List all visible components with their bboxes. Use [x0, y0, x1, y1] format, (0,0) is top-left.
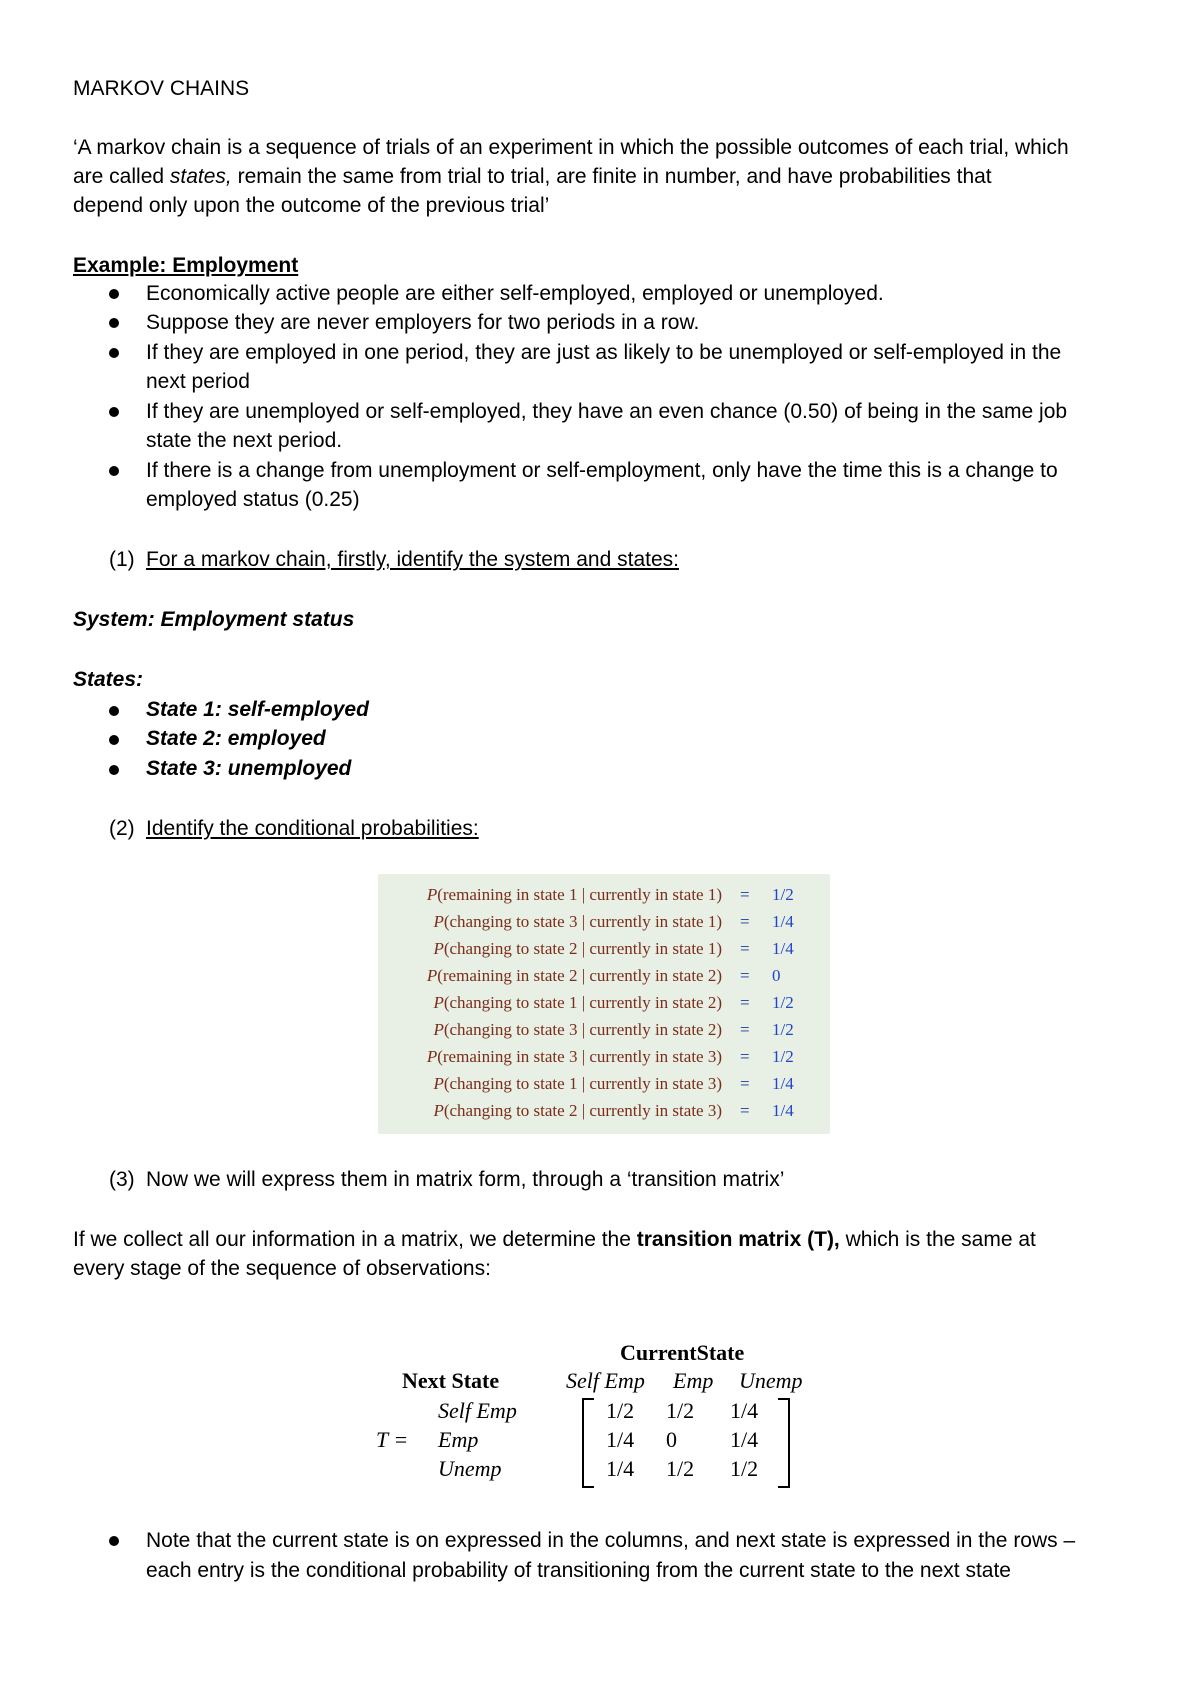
- probability-value: 1/4: [772, 912, 794, 931]
- probability-symbol: P: [433, 1020, 444, 1039]
- transition-matrix-term: transition matrix (T),: [636, 1228, 840, 1251]
- bullet-icon: [109, 466, 119, 476]
- probability-condition: (changing to state 1 | currently in state 2): [443, 993, 722, 1012]
- matrix-cell: 0: [666, 1427, 677, 1452]
- probability-expression: [427, 882, 722, 908]
- matrix-cell: 1/2: [606, 1398, 635, 1423]
- probability-expression: [433, 1071, 722, 1097]
- probability-condition: (changing to state 1 | currently in state 3): [443, 1074, 722, 1093]
- definition-line-2: [73, 164, 992, 190]
- probability-value: 0: [772, 966, 781, 985]
- matrix-cell: 1/4: [606, 1427, 635, 1452]
- matrix-right-bracket: [778, 1398, 790, 1488]
- probability-row: [378, 990, 830, 1016]
- probability-row: [378, 882, 830, 908]
- example-bullet-continued: employed status (0.25): [146, 488, 360, 511]
- probability-row: [378, 936, 830, 962]
- example-bullet-continued: state the next period.: [146, 429, 343, 452]
- step-1-heading: For a markov chain, firstly, identify the system and states:: [146, 548, 679, 571]
- probability-value: 1/2: [772, 885, 794, 904]
- bullet-icon: [109, 289, 119, 299]
- probability-row: [378, 1071, 830, 1097]
- column-header: Self Emp: [566, 1368, 645, 1393]
- equals-sign: =: [740, 1020, 750, 1039]
- probability-value: 1/4: [772, 1101, 794, 1120]
- bullet-icon: [109, 318, 119, 328]
- definition-text: remain the same from trial to trial, are finite in number, and have probabilities that: [231, 165, 992, 188]
- probability-condition: (changing to state 3 | currently in state 2): [443, 1020, 722, 1039]
- probability-expression: [433, 990, 722, 1016]
- state-item: State 2: employed: [146, 727, 326, 750]
- probability-expression: [433, 1098, 722, 1124]
- probability-expression: [433, 909, 722, 935]
- probability-value: 1/2: [772, 1020, 794, 1039]
- example-bullet: If there is a change from unemployment or self-employment, only have the time this is a change to: [146, 459, 1058, 482]
- current-state-label: CurrentState: [620, 1340, 745, 1365]
- bullet-icon: [109, 348, 119, 358]
- probability-value: 1/4: [772, 1074, 794, 1093]
- step-2-heading: Identify the conditional probabilities:: [146, 817, 479, 840]
- collect-line-2: every stage of the sequence of observations:: [73, 1257, 491, 1280]
- bullet-icon: [109, 706, 119, 716]
- row-header: Emp: [438, 1427, 479, 1452]
- t-equals-label: T =: [376, 1427, 409, 1452]
- probability-expression: [427, 1044, 722, 1070]
- equals-sign: =: [740, 939, 750, 958]
- column-header: Emp: [673, 1368, 714, 1393]
- probability-condition: (remaining in state 2 | currently in state 2): [437, 966, 722, 985]
- probability-symbol: P: [433, 1101, 444, 1120]
- page-title: MARKOV CHAINS: [73, 77, 250, 100]
- bullet-icon: [109, 765, 119, 775]
- matrix-cell: 1/2: [666, 1456, 695, 1481]
- probability-symbol: P: [433, 1074, 444, 1093]
- transition-matrix-figure: [370, 1338, 850, 1498]
- definition-emphasis: states,: [169, 165, 232, 188]
- example-bullet-continued: next period: [146, 370, 250, 393]
- step-3-heading: Now we will express them in matrix form, through a ‘transition matrix’: [146, 1168, 785, 1191]
- probability-symbol: P: [433, 993, 444, 1012]
- probability-row: [378, 1017, 830, 1043]
- collect-line-1: [73, 1227, 1036, 1253]
- probability-symbol: P: [426, 966, 438, 985]
- probability-expression: [433, 936, 722, 962]
- equals-sign: =: [740, 1101, 750, 1120]
- equals-sign: =: [740, 993, 750, 1012]
- example-bullet: Suppose they are never employers for two periods in a row.: [146, 311, 700, 334]
- column-header: Unemp: [739, 1368, 803, 1393]
- probability-symbol: P: [426, 885, 438, 904]
- probability-expression: [427, 963, 722, 989]
- definition-line-1: ‘A markov chain is a sequence of trials of an experiment in which the possible outcomes of each trial, which: [73, 136, 1069, 159]
- example-bullet: Economically active people are either self-employed, employed or unemployed.: [146, 282, 884, 305]
- definition-text: are called: [73, 165, 170, 188]
- probability-row: [378, 1044, 830, 1070]
- note-line-2: each entry is the conditional probability of transitioning from the current state to the next state: [146, 1559, 1011, 1582]
- bullet-icon: [109, 407, 119, 417]
- example-heading: Example: Employment: [73, 254, 299, 277]
- equals-sign: =: [740, 912, 750, 931]
- probability-condition: (changing to state 2 | currently in state 1): [443, 939, 722, 958]
- collect-text: which is the same at: [839, 1228, 1036, 1251]
- equals-sign: =: [740, 966, 750, 985]
- example-bullet: If they are employed in one period, they are just as likely to be unemployed or self-employed in the: [146, 341, 1062, 364]
- probability-expression: [433, 1017, 722, 1043]
- equals-sign: =: [740, 1074, 750, 1093]
- example-bullet: If they are unemployed or self-employed, they have an even chance (0.50) of being in the same job: [146, 400, 1068, 423]
- matrix-cell: 1/4: [730, 1427, 759, 1452]
- matrix-cell: 1/2: [730, 1456, 759, 1481]
- probability-symbol: P: [433, 939, 444, 958]
- probability-condition: (changing to state 2 | currently in state 3): [443, 1101, 722, 1120]
- row-header: Unemp: [438, 1456, 502, 1481]
- probability-symbol: P: [426, 1047, 438, 1066]
- probability-value: 1/2: [772, 1047, 794, 1066]
- equals-sign: =: [740, 1047, 750, 1066]
- row-header: Self Emp: [438, 1398, 517, 1423]
- step-number: (3): [109, 1168, 135, 1191]
- bullet-icon: [109, 1536, 119, 1546]
- probability-row: [378, 963, 830, 989]
- state-item: State 3: unemployed: [146, 757, 352, 780]
- note-line-1: Note that the current state is on expressed in the columns, and next state is expressed in the rows –: [146, 1529, 1076, 1552]
- probability-symbol: P: [433, 912, 444, 931]
- step-number: (2): [109, 817, 135, 840]
- probability-row: [378, 909, 830, 935]
- probability-condition: (remaining in state 1 | currently in state 1): [437, 885, 722, 904]
- matrix-cell: 1/2: [666, 1398, 695, 1423]
- system-label: System: Employment status: [73, 608, 355, 631]
- definition-line-3: depend only upon the outcome of the previous trial’: [73, 194, 550, 217]
- collect-text: If we collect all our information in a matrix, we determine the: [73, 1228, 637, 1251]
- equals-sign: =: [740, 885, 750, 904]
- matrix-left-bracket: [582, 1398, 594, 1488]
- matrix-cell: 1/4: [730, 1398, 759, 1423]
- states-heading: States:: [73, 668, 144, 691]
- probability-value: 1/2: [772, 993, 794, 1012]
- probability-condition: (changing to state 3 | currently in state 1): [443, 912, 722, 931]
- probability-condition: (remaining in state 3 | currently in state 3): [437, 1047, 722, 1066]
- state-item: State 1: self-employed: [146, 698, 369, 721]
- step-number: (1): [109, 548, 135, 571]
- matrix-cell: 1/4: [606, 1456, 635, 1481]
- conditional-probabilities-figure: [378, 874, 830, 1134]
- probability-row: [378, 1098, 830, 1124]
- bullet-icon: [109, 735, 119, 745]
- next-state-label: Next State: [402, 1368, 500, 1393]
- probability-value: 1/4: [772, 939, 794, 958]
